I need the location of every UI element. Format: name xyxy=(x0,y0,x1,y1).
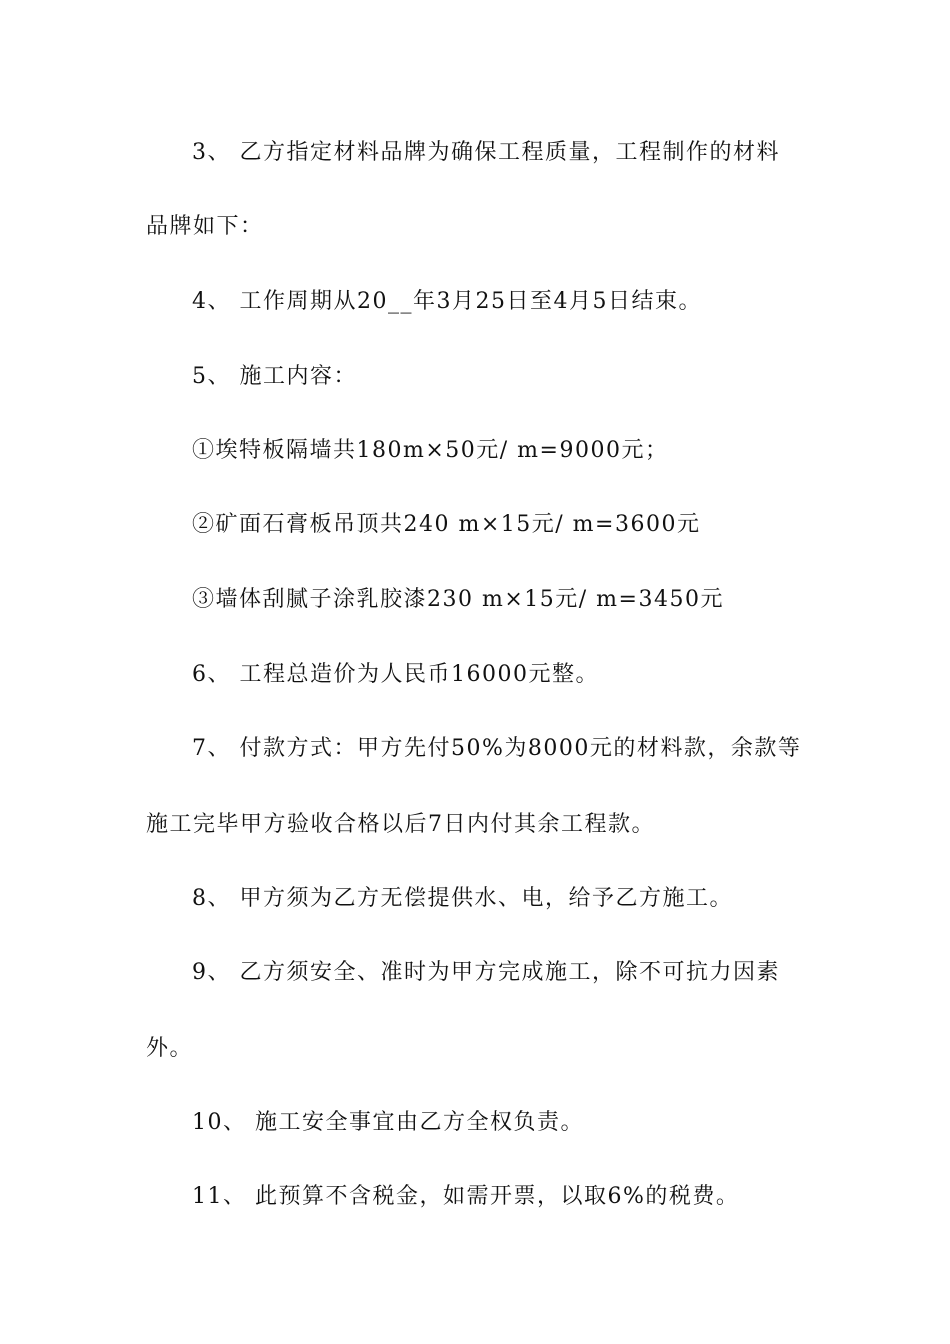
clause-9-line-2: 外。 xyxy=(146,1036,194,1061)
work-item-1: ①埃特板隔墙共180m×50元/ m=9000元； xyxy=(192,438,669,463)
clause-10: 10、 施工安全事宜由乙方全权负责。 xyxy=(192,1110,584,1135)
clause-3-line-1: 3、 乙方指定材料品牌为确保工程质量，工程制作的材料 xyxy=(192,140,780,165)
clause-5: 5、 施工内容： xyxy=(192,364,357,389)
clause-8: 8、 甲方须为乙方无偿提供水、电，给予乙方施工。 xyxy=(192,886,733,911)
clause-3-line-2: 品牌如下： xyxy=(146,214,264,239)
clause-4: 4、 工作周期从20__年3月25日至4月5日结束。 xyxy=(192,289,702,314)
clause-6: 6、 工程总造价为人民币16000元整。 xyxy=(192,662,599,687)
work-item-3: ③墙体刮腻子涂乳胶漆230 m×15元/ m=3450元 xyxy=(192,587,724,612)
clause-9-line-1: 9、 乙方须安全、准时为甲方完成施工，除不可抗力因素 xyxy=(192,960,780,985)
clause-7-line-2: 施工完毕甲方验收合格以后7日内付其余工程款。 xyxy=(146,812,655,837)
clause-11: 11、 此预算不含税金，如需开票，以取6%的税费。 xyxy=(192,1184,740,1209)
clause-7-line-1: 7、 付款方式：甲方先付50%为8000元的材料款，余款等 xyxy=(192,736,802,761)
work-item-2: ②矿面石膏板吊顶共240 m×15元/ m=3600元 xyxy=(192,512,701,537)
